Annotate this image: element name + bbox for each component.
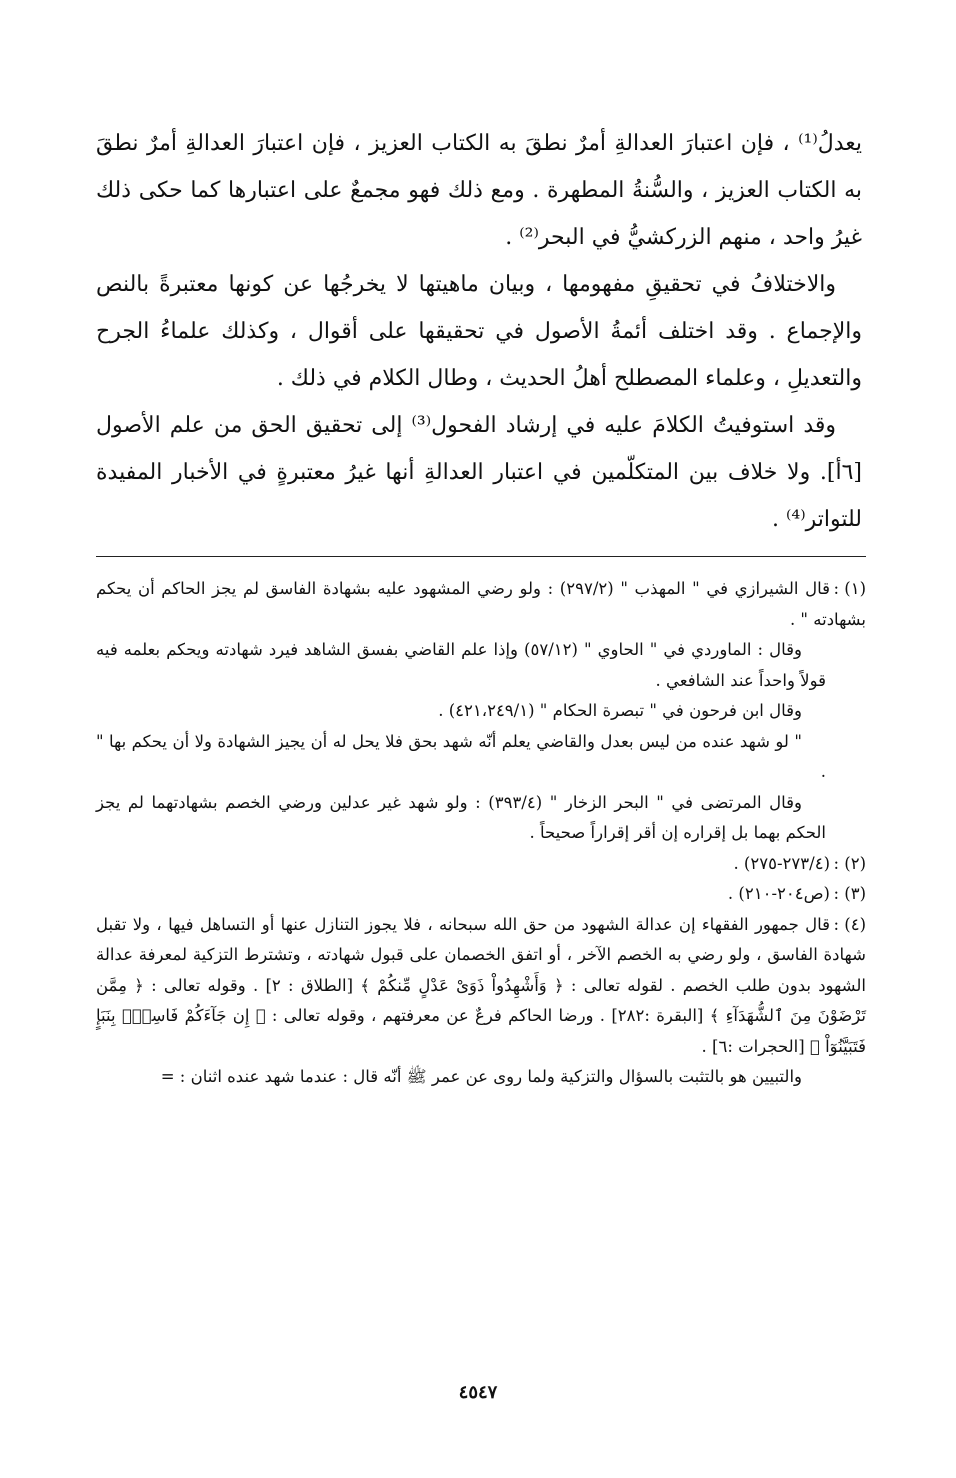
footnote-2-text: (٢٧٣/٤-٢٧٥) . xyxy=(733,853,830,873)
footnote-4-number: (٤) : xyxy=(833,914,866,934)
main-paragraph-2: والاختلافُ في تحقيقِ مفهومها ، وبيان ماهيتها لا يخرجُها عن كونها معتبرةً بالنص والإجماع . وقد اختلف أئمةُ الأصول في تحقيقها على أقوال ، وكذلك علماءُ الجرح والتعديلِ ، وعلماء المصطلح أهلُ الحديث ، وطال الكلام في ذلك . xyxy=(96,272,862,391)
page-number: ٤٥٤٧ xyxy=(458,1382,498,1403)
main-text-body xyxy=(96,120,862,543)
footnote-4-sub-1: والتبيين هو بالتثبت بالسؤال والتزكية ولما روى عن عمر ﷺ أنّه قال : عندما شهد عنده اثنان : = xyxy=(160,1067,802,1086)
footnote-1-number: (١) : xyxy=(833,579,866,598)
footnote-2 xyxy=(96,849,866,880)
footnote-4 xyxy=(96,910,866,1063)
footnote-1-sub-1: وقال : الماوردي في " الحاوي " (٥٧/١٢) وإذا علم القاضي بفسق الشاهد فيرد شهادته ويحكم بعلمه فيه قولاً واحداً عند الشافعي . xyxy=(96,640,826,690)
footnote-4-text: قال جمهور الفقهاء إن عدالة الشهود من حق الله سبحانه ، فلا يجوز التنازل عنها أو التساهل فيها ، ولا تقبل شهادة الفاسق ، ولو رضي به الخصم الآخر ، أو اتفق الخصمان على قبول شهادته ، وتشترط التزكية لمعرفة عدالة الشهود بدون طلب الخصم . لقوله تعالى : ﴿ وَأَشْهِدُواْ ذَوَىْ عَدْلٍ مِّنكُمْ ﴾ [الطلاق : ٢] . وقوله تعالى : ﴿ مِمَّن تَرْضَوْنَ مِنَ ٱلشُّهَدَآءِ ﴾ [البقرة :٢٨٢] . ورضا الحاكم فرعٌ عن معرفتهم ، وقوله تعالى : ﴿ إِن جَآءَكُمْ فَاسِقٌۢ بِنَبَإٍ فَتَبَيَّنُوٓاْ ﴾ [الحجرات :٦] . xyxy=(96,914,866,1056)
footnote-separator xyxy=(96,556,866,557)
footnote-1-sub-4: وقال المرتضى في " البحر الزخار " (٣٩٣/٤) : ولو شهد غير عدلين ورضي الخصم بشهادتهما لم يجز الحكم بهما بل إقراره إن أقر إقراراً صحيحاً . xyxy=(96,792,826,842)
main-paragraph-1: يعدلُ⁽¹⁾ ، فإن اعتبارَ العدالةِ أمرٌ نطقَ به الكتاب العزيز ، فإن اعتبارَ العدالةِ أمرٌ نطقَ به الكتاب العزيز ، والسُّنةُ المطهرة . ومع ذلك فهو مجمعٌ على اعتبارها كما حكى ذلك غيرُ واحد ، منهم الزركشيُّ في البحر⁽²⁾ . xyxy=(96,131,862,250)
footnote-3-number: (٣) : xyxy=(833,884,866,903)
footnote-1-text: قال الشيرازي في " المهذب " (٢٩٧/٢) : ولو رضي المشهود عليه بشهادة الفاسق لم يجز الحاكم أن يحكم بشهادته " . xyxy=(96,579,866,629)
footnote-2-number: (٢) : xyxy=(833,853,866,873)
footnote-3-text: (ص٢٠٤-٢١٠) . xyxy=(727,884,830,903)
footnote-3 xyxy=(96,879,866,910)
footnotes-section xyxy=(96,574,866,1093)
main-paragraph-3: وقد استوفيتُ الكلامَ عليه في إرشاد الفحول⁽³⁾ إلى تحقيق الحق من علم الأصول [٦أ]. ولا خلاف بين المتكلّمين في اعتبار العدالةِ أنها غيرُ معتبرةٍ في الأخبار المفيدة للتواتر⁽⁴⁾ . xyxy=(96,413,862,532)
footnote-1-sub-2: وقال ابن فرحون في " تبصرة الحكام " (٤٢١،٢٤٩/١) . xyxy=(438,701,802,720)
footnote-1 xyxy=(96,574,866,635)
footnote-1-sub-3: " لو شهد عنده من ليس بعدل والقاضي يعلم أنّه شهد بحق فلا يحل له أن يجيز الشهادة ولا أن يحكم بها " . xyxy=(96,731,826,781)
